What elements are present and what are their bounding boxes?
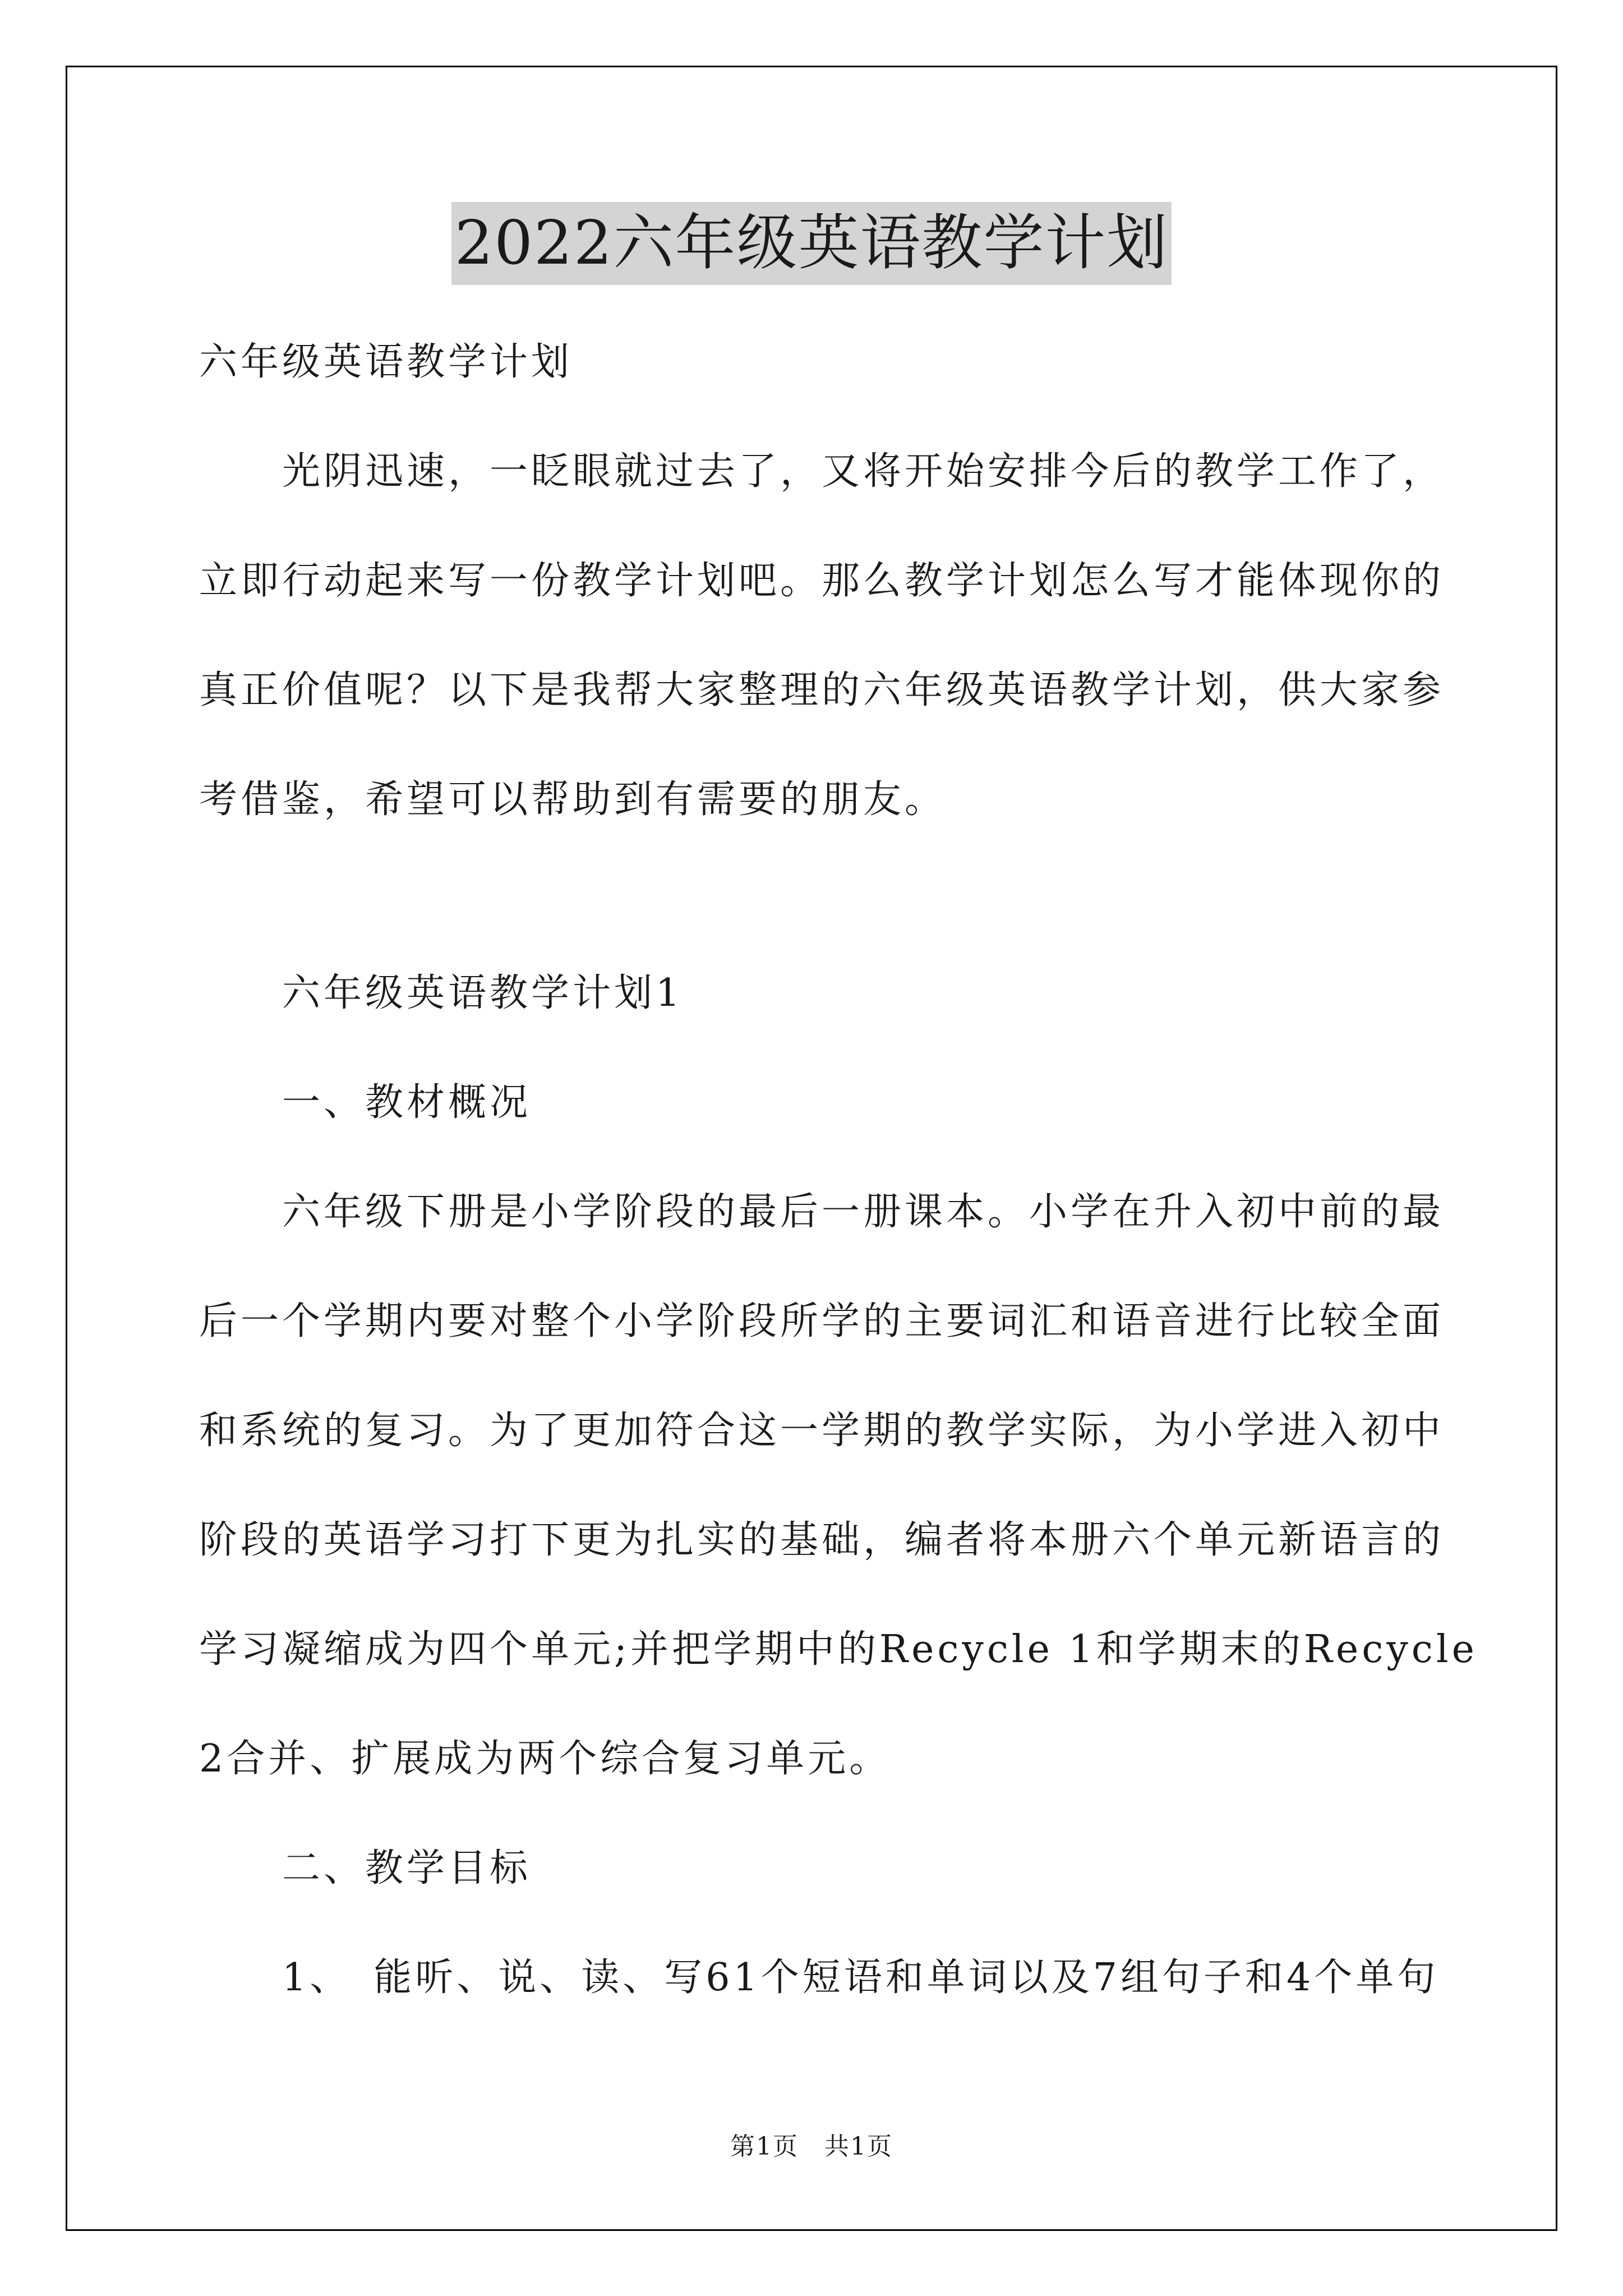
section-heading-plan-1: 六年级英语教学计划1 [199, 971, 684, 1015]
document-body [199, 307, 1478, 2032]
subtitle-line: 六年级英语教学计划 [199, 340, 573, 384]
goals-line-1: 1、 能听、说、读、写61个短语和单词以及7组句子和4个单句 [199, 1955, 1439, 2000]
intro-line-3: 真正价值呢？以下是我帮大家整理的六年级英语教学计划，供大家参 [199, 668, 1445, 712]
page-footer: 第1页 共1页 [730, 2132, 893, 2161]
materials-line-4: 阶段的英语学习打下更为扎实的基础，编者将本册六个单元新语言的 [199, 1518, 1445, 1562]
title-wrap [0, 202, 1623, 285]
materials-line-5: 学习凝缩成为四个单元;并把学期中的Recycle 1和学期末的Recycle [199, 1627, 1478, 1672]
document-title: 2022六年级英语教学计划 [451, 202, 1172, 285]
materials-line-2: 后一个学期内要对整个小学阶段所学的主要词汇和语音进行比较全面 [199, 1299, 1445, 1343]
section-heading-materials: 一、教材概况 [199, 1080, 532, 1125]
intro-line-2: 立即行动起来写一份教学计划吧。那么教学计划怎么写才能体现你的 [199, 559, 1445, 603]
materials-line-1: 六年级下册是小学阶段的最后一册课本。小学在升入初中前的最 [199, 1190, 1445, 1234]
materials-line-3: 和系统的复习。为了更加符合这一学期的教学实际，为小学进入初中 [199, 1409, 1445, 1453]
intro-line-4: 考借鉴，希望可以帮助到有需要的朋友。 [199, 777, 947, 822]
paragraph-gap [199, 854, 1433, 938]
section-heading-goals: 二、教学目标 [199, 1846, 532, 1890]
intro-line-1: 光阴迅速，一眨眼就过去了，又将开始安排今后的教学工作了， [199, 449, 1445, 494]
materials-line-6: 2合并、扩展成为两个综合复习单元。 [199, 1737, 891, 1781]
